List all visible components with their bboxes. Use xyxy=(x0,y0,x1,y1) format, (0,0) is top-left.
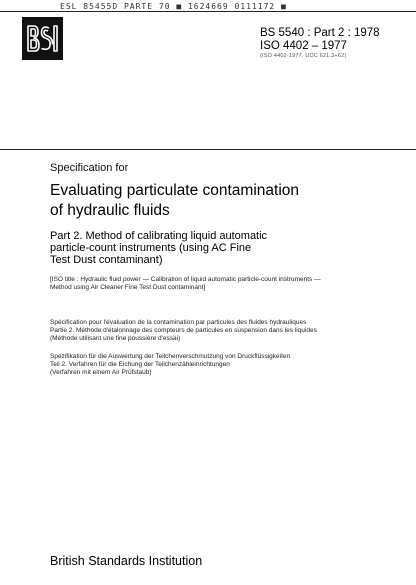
spec-for-label: Specification for xyxy=(50,162,129,174)
iso-title-line: Method using Air Cleaner Fine Test Dust contaminant] xyxy=(50,284,206,291)
standard-numbers xyxy=(260,27,410,60)
publisher-name: British Standards Institution xyxy=(50,554,203,568)
iso-standard-number: ISO 4402 – 1977 xyxy=(260,40,347,52)
title-line: of hydraulic fluids xyxy=(50,202,170,219)
header-divider xyxy=(0,149,416,150)
bsi-logo xyxy=(22,17,63,60)
part-line: Test Dust contaminant) xyxy=(50,254,163,266)
german-title-line: (Verfahren mit einem Air Prüfstaub) xyxy=(50,369,152,376)
german-title-line: Spezifikation für die Auswertung der Teilchenverschmutzung von Druckflüssigkeiten xyxy=(50,353,291,360)
udc-code: (ISO 4402-1977, UDC 621.3+62) xyxy=(260,53,347,59)
iso-title-line: [ISO title : Hydraulic fluid power — Calibration of liquid automatic particle-count instruments — xyxy=(50,276,321,283)
german-title-block xyxy=(50,353,380,377)
iso-title-note xyxy=(50,276,390,292)
french-title-line: (Méthode utilisant une fine poussière d'essai) xyxy=(50,335,181,342)
title-line: Evaluating particulate contamination xyxy=(50,182,300,199)
scan-header-line: ESL 85455D PARTE 70 ■ 1624669 0111172 ■ xyxy=(60,2,287,11)
french-title-block xyxy=(50,319,380,343)
french-title-line: Partie 2. Méthode d'étalonnage des compteurs de particules en suspension dans les liquides xyxy=(50,327,317,334)
french-title-line: Spécification pour l'évaluation de la contamination par particules des fluides hydrauliques xyxy=(50,319,307,326)
part-line: particle-count instruments (using AC Fine xyxy=(50,242,252,254)
german-title-line: Teil 2. Verfahren für die Eichung der Teilchenzähleinrichtungen xyxy=(50,361,230,368)
bs-standard-number: BS 5540 : Part 2 : 1978 xyxy=(260,27,380,39)
part-subtitle xyxy=(50,230,350,266)
part-line: Part 2. Method of calibrating liquid automatic xyxy=(50,230,268,242)
document-title xyxy=(50,181,380,221)
top-rule xyxy=(0,11,416,12)
